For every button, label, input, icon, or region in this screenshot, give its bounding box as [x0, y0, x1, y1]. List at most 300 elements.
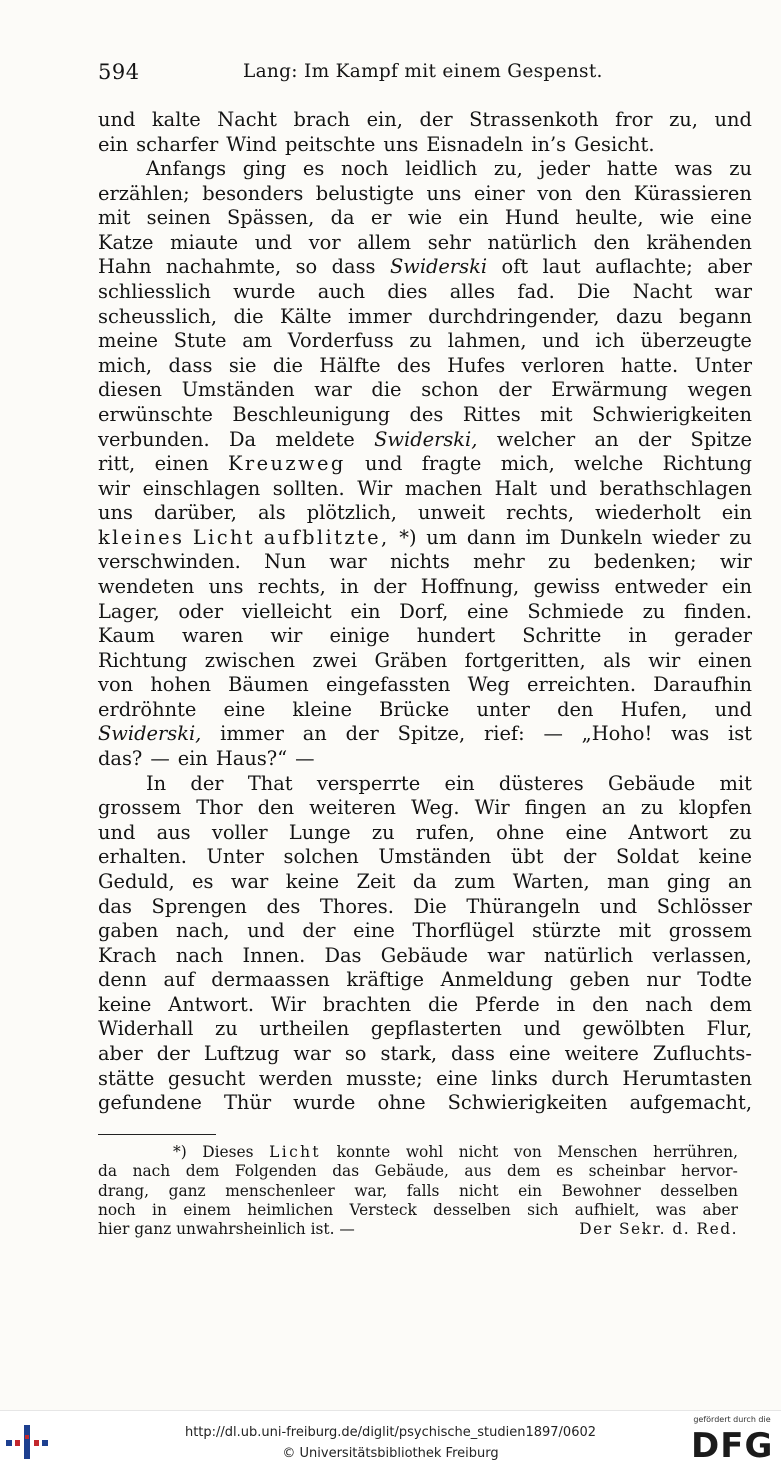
word: Unter: [206, 845, 264, 869]
word: heimlichen: [247, 1200, 334, 1219]
word: Innen.: [242, 943, 306, 967]
word: denn: [98, 968, 147, 992]
word: die: [272, 353, 303, 377]
word: Richtung: [98, 648, 188, 672]
word: und: [364, 452, 403, 476]
word: wendeten: [98, 574, 195, 598]
text-line: [98, 255, 752, 280]
word: wir: [719, 550, 752, 574]
word: Spitze: [690, 427, 752, 451]
word: Wind: [226, 132, 277, 156]
word: dass: [331, 255, 376, 279]
text-line: [98, 1091, 752, 1116]
text-line: [98, 550, 752, 575]
word: in: [152, 1200, 167, 1219]
word: es: [556, 1162, 574, 1181]
text-line: [98, 231, 752, 256]
word: der: [156, 1041, 190, 1065]
text-line: [98, 526, 752, 551]
word: Swiderski: [389, 255, 488, 279]
word: fingen: [524, 796, 587, 820]
word: des: [409, 402, 444, 426]
word: Stute: [173, 329, 227, 353]
word: Katze: [98, 230, 154, 254]
word: uns: [383, 132, 419, 156]
word: aufhielt,: [574, 1200, 640, 1219]
footnote-lines: [98, 1143, 738, 1220]
word: war: [714, 280, 752, 304]
word: Kreuzweg: [228, 452, 346, 476]
word: von: [537, 181, 573, 205]
text-line: [98, 477, 752, 502]
word: Warten,: [512, 869, 590, 893]
word: was: [674, 157, 713, 181]
word: sich: [527, 1200, 559, 1219]
word: war,: [354, 1181, 388, 1200]
word: Gebäude: [607, 771, 696, 795]
word: krähenden: [646, 230, 752, 254]
word: Versteck: [349, 1200, 417, 1219]
word: lahmen,: [447, 329, 527, 353]
word: als: [257, 501, 286, 525]
word: an: [727, 869, 752, 893]
word: Da: [229, 427, 257, 451]
word: mich,: [500, 452, 555, 476]
text-line: [98, 452, 752, 477]
word: und: [523, 1017, 561, 1041]
text-line: [98, 329, 752, 354]
word: entweder: [614, 574, 708, 598]
word: erhalten.: [98, 845, 187, 869]
word: zu: [409, 329, 433, 353]
word: da: [98, 1162, 118, 1181]
word: weitere: [564, 1041, 639, 1065]
word: dem: [185, 1162, 220, 1181]
word: kleine: [292, 697, 352, 721]
word: mit: [540, 402, 573, 426]
word: die: [233, 304, 264, 328]
word: hervor-: [680, 1162, 738, 1181]
word: verlassen,: [652, 943, 752, 967]
word: Todte: [697, 968, 752, 992]
text-line: [98, 1042, 752, 1067]
word: nach,: [176, 919, 230, 943]
word: schliesslich: [98, 280, 211, 304]
word: keine: [698, 845, 752, 869]
word: den: [257, 796, 295, 820]
word: belustigte: [315, 181, 414, 205]
word: versperrte: [316, 771, 421, 795]
dfg-logo: DFG: [691, 1426, 774, 1466]
word: Hufes: [447, 353, 506, 377]
word: desselben: [433, 1200, 511, 1219]
viewer-footer: [0, 1410, 781, 1469]
word: Schlösser: [656, 894, 752, 918]
word: dass: [451, 1041, 495, 1065]
word: Antwort: [628, 820, 708, 844]
word: zu: [729, 525, 752, 549]
word: dies: [387, 280, 428, 304]
word: Licht: [269, 1143, 321, 1161]
word: nicht: [458, 1143, 499, 1161]
word: zu: [371, 820, 395, 844]
word: eine: [436, 1066, 478, 1090]
word: mich,: [98, 353, 153, 377]
word: so: [295, 255, 318, 279]
word: war: [230, 869, 269, 893]
word: Dunkeln: [559, 525, 643, 549]
word: Wir: [474, 796, 510, 820]
word: des: [396, 353, 431, 377]
word: der: [373, 574, 407, 598]
word: Hund: [504, 206, 560, 230]
word: Schritte: [522, 624, 602, 648]
word: nachahmte,: [165, 255, 282, 279]
word: fortgeritten,: [464, 648, 586, 672]
text-line: [98, 280, 752, 305]
word: in: [556, 992, 576, 1016]
word: meldete: [275, 427, 355, 451]
word: ohne: [377, 1091, 426, 1115]
word: falls: [406, 1181, 440, 1200]
word: man: [607, 869, 650, 893]
text-line: [98, 649, 752, 674]
word: Umständen: [181, 378, 295, 402]
word: der: [190, 771, 224, 795]
funding-note: gefördert durch die: [693, 1415, 771, 1424]
word: alles: [449, 280, 496, 304]
word: auf: [163, 968, 195, 992]
word: da: [412, 869, 437, 893]
word: Antwort.: [168, 992, 255, 1016]
word: wurde: [233, 280, 296, 304]
word: oder: [178, 599, 224, 623]
word: einer: [473, 181, 525, 205]
word: allem: [357, 230, 412, 254]
word: ist: [728, 722, 752, 746]
word: Schmiede: [527, 599, 624, 623]
word: keine: [98, 992, 152, 1016]
word: von: [513, 1143, 542, 1161]
word: wohl: [405, 1143, 444, 1161]
footnote-last-line: [98, 1220, 738, 1239]
word: Herumtasten: [622, 1066, 752, 1090]
word: stark,: [380, 1041, 437, 1065]
word: Richtung: [662, 452, 752, 476]
word: keine: [285, 869, 340, 893]
word: sollten.: [272, 476, 345, 500]
word: zu: [642, 599, 666, 623]
text-line: [98, 870, 752, 895]
word: an: [601, 796, 626, 820]
text-line: [98, 993, 752, 1018]
word: schon: [421, 378, 479, 402]
word: nach: [645, 992, 693, 1016]
text-line: [98, 624, 752, 649]
text-line: [98, 182, 752, 207]
word: hundert: [416, 624, 496, 648]
word: Swiderski,: [98, 722, 202, 746]
word: der: [563, 845, 597, 869]
text-line: [98, 821, 752, 846]
word: plötzlich,: [306, 501, 397, 525]
word: der: [302, 919, 336, 943]
word: zu,: [493, 157, 523, 181]
word: wurde: [293, 1091, 356, 1115]
word: gepflasterten: [370, 1017, 502, 1041]
word: Sprengen: [151, 894, 247, 918]
word: Soldat: [615, 845, 679, 869]
page-header: [98, 60, 752, 88]
word: das: [98, 894, 132, 918]
word: der: [345, 722, 379, 746]
text-line: [98, 673, 752, 698]
word: überzeugte: [640, 329, 752, 353]
word: zu: [729, 157, 752, 181]
word: übt: [510, 845, 544, 869]
word: ging: [242, 157, 287, 181]
word: aber: [707, 255, 752, 279]
word: und: [98, 820, 136, 844]
word: aber: [702, 1200, 738, 1219]
word: aufgemacht,: [629, 1091, 752, 1115]
word: scheinbar: [588, 1162, 666, 1181]
word: Luftzug: [203, 1041, 280, 1065]
word: That: [247, 771, 293, 795]
word: zu: [548, 550, 571, 574]
word: hohen: [150, 673, 211, 697]
word: nur: [646, 968, 681, 992]
word: musste;: [346, 1066, 423, 1090]
word: Beschleunigung: [232, 402, 391, 426]
word: des: [266, 894, 301, 918]
text-line: [98, 747, 752, 772]
word: rief:: [483, 722, 525, 746]
word: Wir: [270, 992, 306, 1016]
word: und: [98, 108, 136, 131]
word: mehr: [473, 550, 525, 574]
text-line: [98, 944, 752, 969]
word: das: [332, 1162, 360, 1181]
word: Haus?“: [215, 747, 288, 771]
word: rufen,: [415, 820, 475, 844]
word: an: [302, 722, 327, 746]
word: in’s: [531, 132, 567, 156]
word: immer: [220, 722, 284, 746]
word: Geduld,: [98, 869, 175, 893]
word: klopfen: [678, 796, 752, 820]
word: war: [314, 378, 352, 402]
word: bedenken;: [594, 550, 697, 574]
word: Gebäude: [380, 943, 469, 967]
word: dass: [168, 353, 213, 377]
word: erreichten.: [527, 673, 637, 697]
word: Unter: [694, 353, 752, 377]
word: Strassenkoth: [469, 108, 599, 131]
word: Folgenden: [234, 1162, 317, 1181]
word: eine: [710, 206, 752, 230]
word: brachten: [322, 992, 412, 1016]
text-line: [98, 575, 752, 600]
word: zum: [454, 869, 496, 893]
word: ganz: [168, 1181, 206, 1200]
text-line: [98, 428, 752, 453]
word: dazu: [616, 304, 663, 328]
body-text: [98, 108, 752, 1116]
copyright-notice: © Universitätsbibliothek Freiburg: [282, 1446, 499, 1461]
word: eine: [467, 599, 509, 623]
word: gefundene: [98, 1091, 202, 1115]
word: Nacht: [632, 280, 693, 304]
word: ein: [721, 574, 752, 598]
word: hatte.: [620, 353, 679, 377]
word: Kälte: [280, 304, 332, 328]
word: ein: [518, 1181, 543, 1200]
word: menschenleer: [225, 1181, 335, 1200]
word: uns: [98, 501, 133, 525]
word: drang,: [98, 1181, 150, 1200]
word: und: [542, 329, 580, 353]
text-line: [98, 919, 752, 944]
word: aus: [464, 1162, 492, 1181]
word: herrühren,: [653, 1143, 738, 1161]
word: von: [98, 673, 134, 697]
text-line: [98, 206, 752, 231]
word: natürlich: [543, 943, 634, 967]
word: den: [557, 697, 594, 721]
word: nichts: [390, 550, 450, 574]
word: noch: [341, 157, 389, 181]
word: dann: [466, 525, 516, 549]
word: und: [714, 108, 752, 131]
word: ein: [177, 747, 208, 771]
word: Lunge: [288, 820, 351, 844]
footnote: [98, 1143, 738, 1239]
word: der: [419, 108, 453, 131]
word: eine: [223, 697, 266, 721]
word: und: [714, 697, 752, 721]
word: grossem: [98, 796, 182, 820]
dfg-funding: [688, 1413, 776, 1467]
word: Rittes: [462, 402, 521, 426]
word: miaute: [170, 230, 239, 254]
word: ein,: [366, 108, 403, 131]
word: Nacht: [217, 108, 277, 131]
word: Dorf,: [399, 599, 449, 623]
word: dem: [709, 992, 752, 1016]
word: kräftige: [346, 968, 425, 992]
word: machen: [404, 476, 483, 500]
word: begann: [679, 304, 752, 328]
word: einem: [183, 1200, 231, 1219]
word: leidlich: [405, 157, 478, 181]
word: der: [637, 427, 672, 451]
word: zu: [215, 1017, 238, 1041]
word: sie: [228, 353, 257, 377]
word: fragte: [421, 452, 482, 476]
word: auch: [317, 280, 366, 304]
word: werden: [258, 1066, 333, 1090]
word: wie: [659, 206, 695, 230]
word: ein: [458, 206, 489, 230]
permalink-link[interactable]: http://dl.ub.uni-freiburg.de/diglit/psychische_studien1897/0602: [184, 1425, 597, 1440]
word: Hufen,: [620, 697, 688, 721]
word: Gebäude,: [374, 1162, 449, 1181]
word: verbunden.: [98, 427, 210, 451]
permalink[interactable]: [0, 1425, 781, 1440]
word: gewölbten: [582, 1017, 685, 1041]
word: *): [173, 1143, 187, 1161]
word: Schwierigkeiten: [447, 1091, 608, 1115]
word: gesucht: [167, 1066, 246, 1090]
word: laut: [542, 255, 581, 279]
word: grossem: [668, 919, 752, 943]
word: oft: [501, 255, 529, 279]
word: urtheilen: [259, 1017, 350, 1041]
word: Flur,: [706, 1017, 752, 1041]
word: und: [599, 894, 638, 918]
word: zu,: [669, 108, 698, 131]
word: ging: [666, 869, 711, 893]
word: erdröhnte: [98, 697, 197, 721]
word: hatte: [606, 157, 658, 181]
word: natürlich: [487, 230, 577, 254]
text-line: [98, 157, 752, 182]
word: besonders: [202, 181, 304, 205]
word: vielleicht: [241, 599, 332, 623]
text-line: [98, 1067, 752, 1092]
text-line: [98, 378, 752, 403]
word: Eisnadeln: [426, 132, 524, 156]
word: und: [254, 230, 293, 254]
word: Kürassieren: [633, 181, 752, 205]
word: es: [302, 157, 325, 181]
footnote-rule: [98, 1134, 216, 1135]
word: Spässen,: [227, 206, 315, 230]
word: gaben: [98, 919, 159, 943]
word: wie: [407, 206, 443, 230]
word: scheusslich,: [98, 304, 218, 328]
word: Die: [577, 280, 611, 304]
word: einige: [329, 624, 390, 648]
word: am: [242, 329, 273, 353]
word: ich: [595, 329, 625, 353]
word: um: [426, 525, 458, 549]
word: Erwärmung: [551, 378, 668, 402]
text-line: [98, 895, 752, 920]
word: stürzte: [532, 919, 602, 943]
word: Lager,: [98, 599, 160, 623]
word: einen: [154, 452, 209, 476]
word: desselben: [660, 1181, 738, 1200]
word: Das: [324, 943, 362, 967]
word: was: [655, 1200, 687, 1219]
word: aber: [98, 1041, 143, 1065]
text-line: [98, 796, 752, 821]
word: peitschte: [284, 132, 376, 156]
text-line: [98, 1182, 738, 1201]
word: eine: [508, 1041, 551, 1065]
word: brach: [293, 108, 351, 131]
word: Zufluchts-: [652, 1041, 752, 1065]
word: Dieses: [202, 1143, 254, 1161]
word: an: [594, 427, 619, 451]
word: Gesicht.: [574, 132, 655, 156]
word: einschlagen: [142, 476, 261, 500]
word: es: [192, 869, 214, 893]
word: Wir: [357, 476, 393, 500]
word: Brücke: [379, 697, 450, 721]
